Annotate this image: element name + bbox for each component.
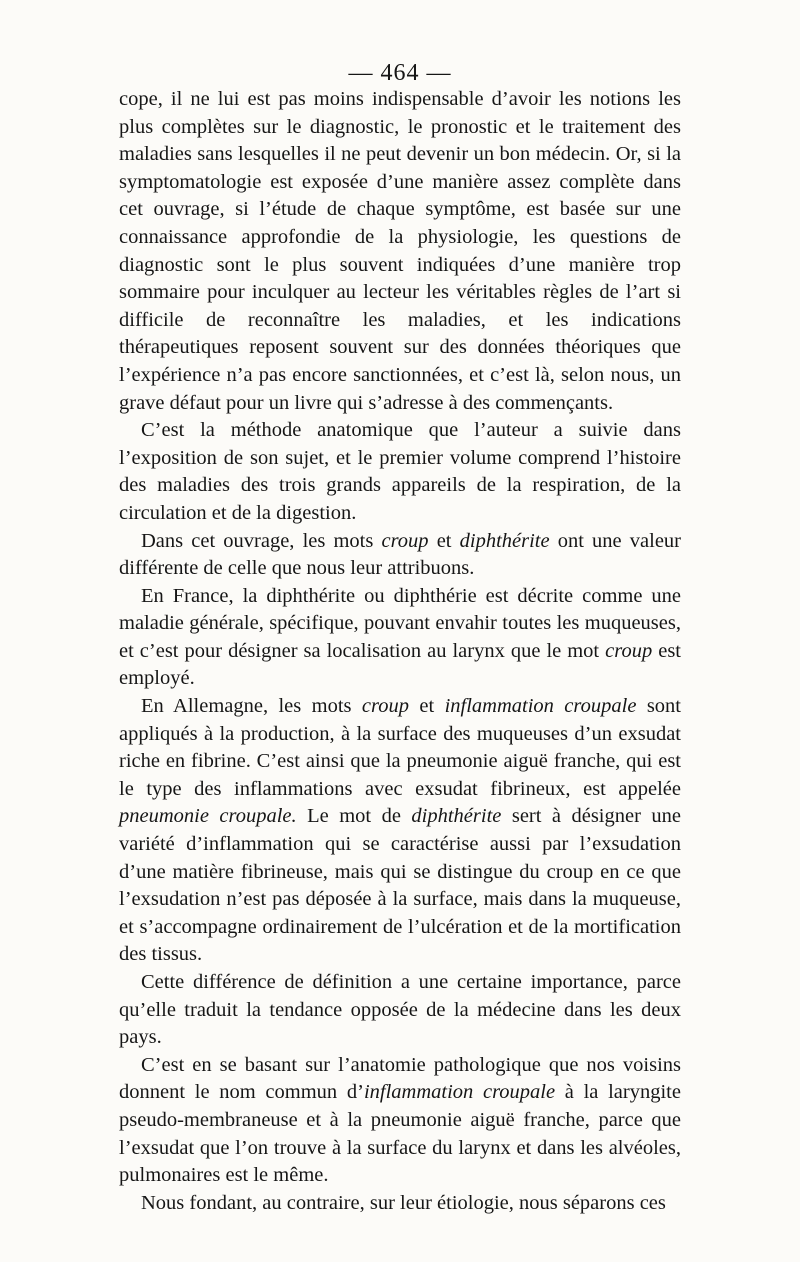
italic-term: pneumonie croupale. — [119, 805, 297, 828]
text-run: Le mot de — [296, 805, 412, 828]
text-run: et — [409, 695, 445, 718]
page-number: — 464 — — [348, 60, 452, 86]
italic-term: diphthérite — [459, 529, 550, 552]
italic-term: croup — [605, 639, 653, 662]
italic-term: croup — [361, 695, 409, 718]
text-run: Dans cet ouvrage, les mots — [141, 529, 382, 552]
italic-term: croup — [381, 529, 429, 552]
text-run: En France, la diphthérite ou diphthérie est décrite comme une maladie générale, spécifique, pouvant envahir toutes les muqueuses, et c’est pour désigner sa localisation au larynx que le mot — [119, 584, 681, 662]
text-run: à la laryngite pseudo-membraneuse et à la pneumonie aiguë franche, parce que l’exsudat que l’on trouve à la surface du larynx et dans les alvéoles, pulmonaires est le même. — [119, 1081, 681, 1187]
text-run: C’est en se basant sur l’anatomie pathologique que nos voisins donnent le nom commun d’ — [119, 1053, 681, 1104]
text-run: cope, il ne lui est pas moins indispensable d’avoir les notions les plus complètes sur le diagnostic, le pronostic et le traitement des maladies sans lesquelles il ne peut devenir un bon médecin. Or, si la symptomatologie est exposée d’une manière assez complète dans cet ouvrage, si l’étude de chaque symptôme, est basée sur une connaissance approfondie de la physiologie, les questions de diagnostic sont le plus souvent indiquées d’une manière trop sommaire pour inculquer au lecteur les véritables règles de l’art si difficile de reconnaître les maladies, et les indications thérapeutiques reposent souvent sur des données théoriques que l’expérience n’a pas encore sanctionnées, et c’est là, selon nous, un grave défaut pour un livre qui s’adresse à des commençants. — [119, 88, 681, 414]
text-run: En Allemagne, les mots — [141, 695, 362, 718]
text-run: ont une valeur différente de celle que nous leur attribuons. — [119, 529, 682, 580]
paragraph — [119, 969, 681, 1052]
paragraph — [119, 583, 681, 693]
paragraph — [119, 693, 681, 969]
text-run: Nous fondant, au contraire, sur leur étiologie, nous séparons ces — [141, 1191, 666, 1214]
italic-term: inflammation croupale — [363, 1081, 556, 1104]
paragraph — [119, 86, 681, 417]
text-run: sert à désigner une variété d’inflammation qui se caractérise aussi par l’exsudation d’une matière fibrineuse, mais qui se distingue du croup en ce que l’exsudation n’est pas déposée à la surface, mais dans la muqueuse, et s’accompagne ordinairement de l’ulcération et de la mortification des tissus. — [119, 805, 681, 966]
text-run: est employé. — [119, 639, 681, 690]
text-run: Cette différence de définition a une certaine importance, parce qu’elle traduit la tendance opposée de la médecine dans les deux pays. — [119, 971, 681, 1049]
text-run: C’est la méthode anatomique que l’auteur a suivie dans l’exposition de son sujet, et le premier volume comprend l’histoire des maladies des trois grands appareils de la respiration, de la circulation et de la digestion. — [119, 419, 681, 524]
paragraph — [119, 1190, 681, 1218]
italic-term: diphthérite — [411, 805, 502, 828]
text-run: et — [428, 529, 460, 552]
paragraph — [119, 528, 681, 583]
text-run: sont appliqués à la production, à la surface des muqueuses d’un exsudat riche en fibrine. C’est ainsi que la pneumonie aiguë franche, qui est le type des inflammations avec exsudat fibrineux, est appelée — [119, 695, 681, 800]
paragraph — [119, 417, 681, 527]
paragraph — [119, 1052, 681, 1190]
body-text — [119, 86, 681, 1217]
italic-term: inflammation croupale — [444, 695, 637, 718]
